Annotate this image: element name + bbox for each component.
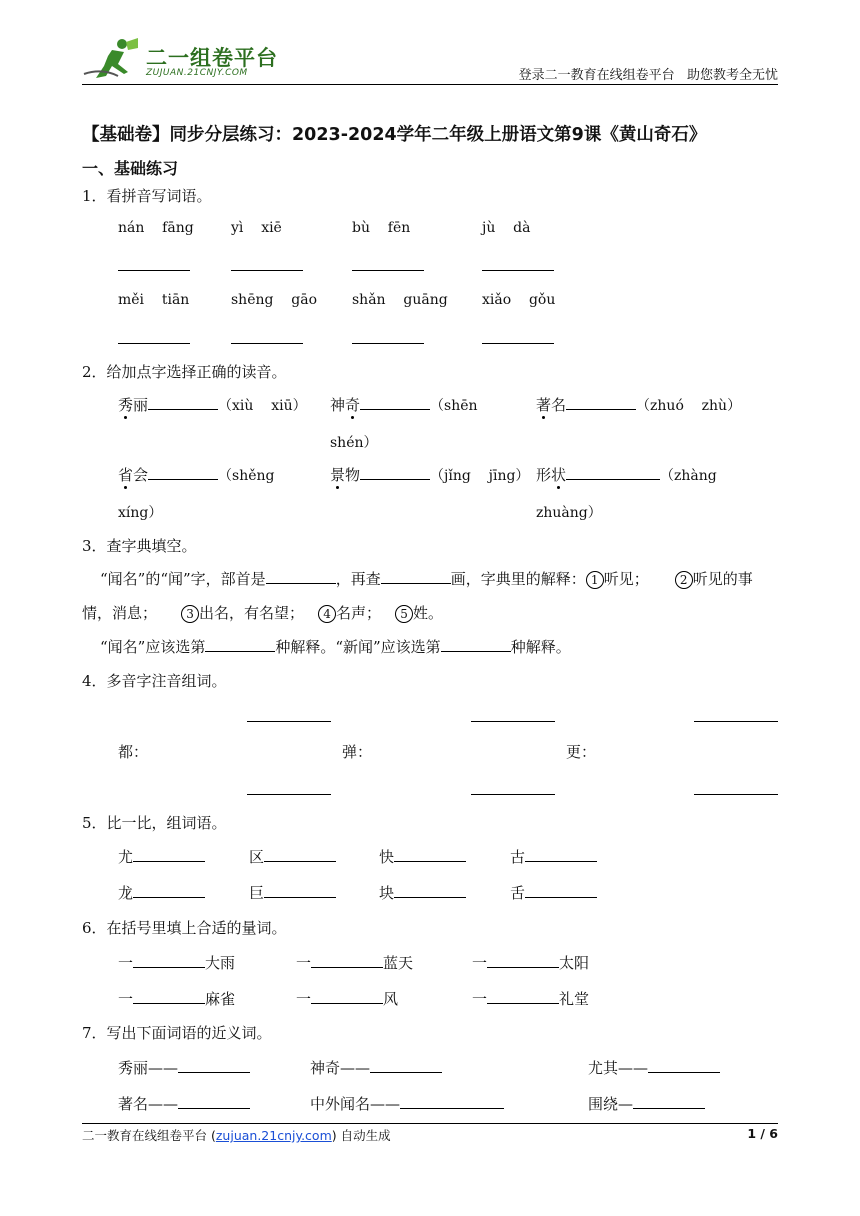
q7-item — [588, 1094, 705, 1114]
circled-number: 1 — [586, 571, 604, 589]
q6-item — [118, 953, 235, 973]
header-slogan: 登录二一教育在线组卷平台 助您教考全无忧 — [518, 68, 778, 83]
text: 画，字典里的解释： — [450, 570, 586, 588]
q2-item — [118, 395, 307, 416]
answer-blank[interactable] — [471, 794, 555, 795]
char: 快 — [379, 848, 395, 866]
answer-blank[interactable] — [394, 883, 466, 898]
pinyin: měi tiān — [118, 292, 190, 308]
word: 尤其—— — [588, 1059, 649, 1077]
q6-item — [118, 989, 235, 1009]
answer-blank[interactable] — [118, 343, 190, 344]
answer-blank[interactable] — [360, 465, 430, 480]
question-3-stem: 3．查字典填空。 — [82, 537, 197, 555]
circled-number: 5 — [395, 605, 413, 623]
options: （shěng — [218, 468, 275, 484]
word-part: 丽 — [133, 396, 149, 414]
text: 一 — [472, 990, 488, 1008]
answer-blank[interactable] — [525, 883, 597, 898]
polyphone-char: 更： — [566, 743, 597, 761]
text: “闻名”应该选第 — [100, 638, 206, 656]
answer-blank[interactable] — [266, 569, 336, 584]
answer-blank[interactable] — [133, 847, 205, 862]
header-rule — [82, 84, 778, 85]
runner-logo-icon — [82, 36, 142, 82]
answer-blank[interactable] — [311, 953, 383, 968]
word: 著名—— — [118, 1095, 179, 1113]
answer-blank[interactable] — [633, 1094, 705, 1109]
answer-blank[interactable] — [694, 721, 778, 722]
q5-item — [118, 847, 205, 867]
circled-number: 3 — [181, 605, 199, 623]
text: ，再查 — [335, 570, 381, 588]
answer-blank[interactable] — [360, 395, 430, 410]
answer-blank[interactable] — [178, 1058, 250, 1073]
text: 出名，有名望； — [199, 604, 305, 622]
text: 听见的事 — [692, 570, 753, 588]
q2-item — [330, 395, 478, 416]
word-part: 物 — [345, 466, 361, 484]
logo — [82, 36, 282, 84]
answer-blank[interactable] — [231, 343, 303, 344]
text: 姓。 — [413, 604, 444, 622]
text: 大雨 — [205, 954, 236, 972]
question-4-stem: 4．多音字注音组词。 — [82, 672, 227, 690]
answer-blank[interactable] — [487, 953, 559, 968]
q3-line3 — [100, 637, 571, 657]
answer-blank[interactable] — [247, 794, 331, 795]
footer-rule — [82, 1123, 778, 1124]
char: 区 — [249, 848, 265, 866]
q6-item — [296, 989, 398, 1009]
q6-item — [472, 953, 589, 973]
answer-blank[interactable] — [118, 270, 190, 271]
word: 秀丽—— — [118, 1059, 179, 1077]
q5-item — [249, 883, 336, 903]
text: 情，消息； — [82, 604, 158, 622]
q5-item — [379, 847, 466, 867]
answer-blank[interactable] — [352, 343, 424, 344]
q5-item — [510, 883, 597, 903]
answer-blank[interactable] — [231, 270, 303, 271]
q2-item — [118, 465, 275, 486]
question-2-stem: 2．给加点字选择正确的读音。 — [82, 363, 287, 381]
q7-item — [310, 1094, 504, 1114]
answer-blank[interactable] — [566, 395, 636, 410]
pinyin: bù fēn — [352, 220, 411, 236]
q7-item — [588, 1058, 720, 1078]
answer-blank[interactable] — [133, 953, 205, 968]
q7-item — [118, 1058, 250, 1078]
q6-item — [296, 953, 413, 973]
options: （shēn — [430, 398, 478, 414]
polyphone-char: 弹： — [342, 743, 373, 761]
text: 种解释。“新闻”应该选第 — [275, 638, 441, 656]
answer-blank[interactable] — [133, 883, 205, 898]
q7-item — [118, 1094, 250, 1114]
answer-blank[interactable] — [133, 989, 205, 1004]
options: （zhuó zhù） — [636, 398, 742, 414]
word: 神奇—— — [310, 1059, 371, 1077]
answer-blank[interactable] — [148, 465, 218, 480]
answer-blank[interactable] — [311, 989, 383, 1004]
options: （zhàng — [660, 468, 717, 484]
word-part: 形 — [536, 466, 552, 484]
q5-item — [118, 883, 205, 903]
q2-item — [330, 465, 529, 486]
word-part: 会 — [133, 466, 149, 484]
q7-item — [310, 1058, 442, 1078]
answer-blank[interactable] — [381, 569, 451, 584]
char: 古 — [510, 848, 526, 866]
answer-blank[interactable] — [482, 343, 554, 344]
footer-source — [82, 1126, 391, 1144]
q3-line1 — [100, 569, 753, 589]
answer-blank[interactable] — [648, 1058, 720, 1073]
q2-item — [536, 395, 741, 416]
options-wrap: zhuàng） — [536, 505, 602, 521]
text: 麻雀 — [205, 990, 236, 1008]
char: 舌 — [510, 884, 526, 902]
pinyin: shēng gāo — [231, 292, 318, 308]
q3-line2 — [82, 603, 443, 623]
text: 太阳 — [559, 954, 590, 972]
text: ) 自动生成 — [331, 1128, 391, 1143]
pinyin: shǎn guāng — [352, 292, 448, 308]
text: 一 — [118, 990, 134, 1008]
pinyin: jù dà — [482, 220, 531, 236]
answer-blank[interactable] — [566, 465, 660, 480]
word-part: 名 — [551, 396, 567, 414]
q5-item — [510, 847, 597, 867]
answer-blank[interactable] — [205, 637, 275, 652]
q5-item — [379, 883, 466, 903]
circled-number: 2 — [675, 571, 693, 589]
word-part: 神 — [330, 396, 346, 414]
dotted-char: 景 — [330, 466, 346, 484]
answer-blank[interactable] — [394, 847, 466, 862]
text: 种解释。 — [510, 638, 571, 656]
dotted-char: 状 — [551, 466, 567, 484]
options: （xiù xiū） — [218, 398, 307, 414]
q5-item — [249, 847, 336, 867]
answer-blank[interactable] — [370, 1058, 442, 1073]
text: 蓝天 — [383, 954, 414, 972]
answer-blank[interactable] — [148, 395, 218, 410]
answer-blank[interactable] — [525, 847, 597, 862]
question-5-stem: 5．比一比，组词语。 — [82, 814, 227, 832]
answer-blank[interactable] — [487, 989, 559, 1004]
question-6-stem: 6．在括号里填上合适的量词。 — [82, 919, 287, 937]
options-wrap: xíng） — [118, 505, 163, 521]
options-wrap: shén） — [330, 435, 378, 451]
text: 一 — [118, 954, 134, 972]
answer-blank[interactable] — [400, 1094, 504, 1109]
answer-blank[interactable] — [264, 883, 336, 898]
text: “闻名”的“闻”字，部首是 — [100, 570, 266, 588]
word: 围绕— — [588, 1095, 634, 1113]
answer-blank[interactable] — [471, 721, 555, 722]
answer-blank[interactable] — [352, 270, 424, 271]
pinyin: nán fāng — [118, 220, 194, 236]
circled-number: 4 — [318, 605, 336, 623]
answer-blank[interactable] — [694, 794, 778, 795]
text: 一 — [296, 990, 312, 1008]
question-7-stem: 7．写出下面词语的近义词。 — [82, 1024, 272, 1042]
polyphone-char: 都： — [118, 743, 149, 761]
dotted-char: 省 — [118, 466, 134, 484]
logo-url: ZUJUAN.21CNJY.COM — [146, 68, 248, 78]
dotted-char: 著 — [536, 396, 552, 414]
dotted-char: 奇 — [345, 396, 361, 414]
answer-blank[interactable] — [247, 721, 331, 722]
text: 一 — [472, 954, 488, 972]
footer-link[interactable]: zujuan.21cnjy.com — [215, 1128, 332, 1143]
text: 二一教育在线组卷平台 ( — [82, 1128, 216, 1143]
logo-name: 二一组卷平台 — [146, 46, 278, 70]
text: 一 — [296, 954, 312, 972]
q6-item — [472, 989, 589, 1009]
text: 礼堂 — [559, 990, 590, 1008]
options: （jǐng jīng） — [430, 468, 530, 484]
word: 中外闻名—— — [310, 1095, 401, 1113]
text: 听见； — [603, 570, 649, 588]
pinyin: xiǎo gǒu — [482, 292, 556, 308]
answer-blank[interactable] — [441, 637, 511, 652]
answer-blank[interactable] — [264, 847, 336, 862]
text: 风 — [383, 990, 399, 1008]
section-heading: 一、基础练习 — [82, 159, 179, 178]
answer-blank[interactable] — [482, 270, 554, 271]
text: 名声； — [336, 604, 382, 622]
answer-blank[interactable] — [178, 1094, 250, 1109]
char: 块 — [379, 884, 395, 902]
page-title: 【基础卷】同步分层练习：2023-2024学年二年级上册语文第9课《黄山奇石》 — [82, 125, 707, 145]
page-number: 1 / 6 — [747, 1126, 778, 1141]
char: 巨 — [249, 884, 265, 902]
dotted-char: 秀 — [118, 396, 134, 414]
char: 尤 — [118, 848, 134, 866]
q2-item — [536, 465, 717, 486]
pinyin: yì xiē — [231, 220, 282, 236]
char: 龙 — [118, 884, 134, 902]
question-1-stem: 1．看拼音写词语。 — [82, 187, 212, 205]
